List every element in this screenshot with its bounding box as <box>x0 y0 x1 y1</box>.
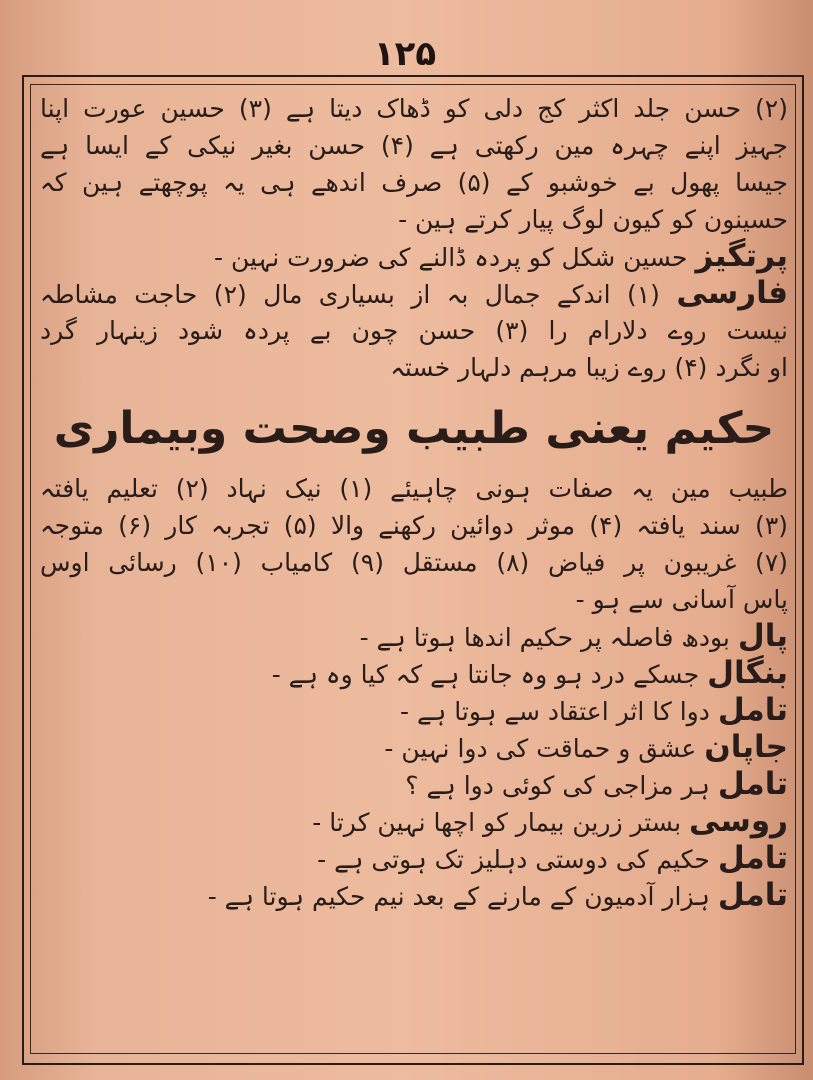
page-content <box>40 90 788 1050</box>
proverb-line <box>40 618 788 655</box>
proverb-text: ہر مزاجی کی کوئی دوا ہے ؟ <box>405 771 710 800</box>
section-heading: حکیم یعنی طبیب وصحت وبیماری <box>53 403 775 454</box>
proverb-text: (۱) اندکے جمال بہ از بسیاری مال (۲) حاجت مشاطہ <box>40 280 660 309</box>
proverb-source: روسی <box>689 803 788 839</box>
page-number: ۱۲۵ <box>373 34 437 74</box>
text-line: نیست روے دلارام را (۳) حسن چون بے پردہ شود زینہار گرد <box>40 316 788 345</box>
proverb-line <box>40 877 788 914</box>
proverb-text: جسکے درد ہو وہ جانتا ہے کہ کیا وہ ہے - <box>271 660 700 689</box>
proverb-line <box>40 840 788 877</box>
proverb-source: پال <box>737 618 788 654</box>
proverb-line <box>40 238 788 275</box>
proverb-text: عشق و حماقت کی دوا نہین - <box>384 734 697 763</box>
proverb-text: حکیم کی دوستی دہلیز تک ہوتی ہے - <box>317 845 710 874</box>
proverb-text: دوا کا اثر اعتقاد سے ہوتا ہے - <box>400 697 710 726</box>
proverb-line <box>40 803 788 840</box>
proverb-source: بنگال <box>707 655 788 691</box>
proverb-text: بستر زرین بیمار کو اچھا نہین کرتا - <box>312 808 682 837</box>
text-line: (۷) غریبون پر فیاض (۸) مستقل (۹) کامیاب (۱۰) رسائی اوس <box>40 548 788 577</box>
proverb-line <box>40 729 788 766</box>
text-line: او نگرد (۴) روے زیبا مرہم دلہار خستہ <box>390 353 788 382</box>
text-line: جہیز اپنے چہرہ مین رکھتی ہے (۴) حسن بغیر نیکی کے ایسا ہے <box>40 131 788 160</box>
proverb-text: ہزار آدمیون کے مارنے کے بعد نیم حکیم ہوتا ہے - <box>207 882 710 911</box>
proverb-source: تامل <box>717 840 788 876</box>
text-line: (۲) حسن جلد اکثر کج دلی کو ڈھاک دیتا ہے (۳) حسین عورت اپنا <box>40 94 788 123</box>
proverb-text: بودھ فاصلہ پر حکیم اندھا ہوتا ہے - <box>359 623 730 652</box>
text-line: پاس آسانی سے ہو - <box>575 585 788 614</box>
proverb-line <box>40 766 788 803</box>
proverb-source: تامل <box>717 766 788 802</box>
proverb-source: تامل <box>717 877 788 913</box>
proverb-line <box>40 655 788 692</box>
proverb-source: تامل <box>717 692 788 728</box>
proverb-source: جاپان <box>704 729 788 765</box>
farsi-line <box>40 275 788 312</box>
text-line: حسینون کو کیون لوگ پیار کرتے ہین - <box>398 205 788 234</box>
text-line: (۳) سند یافتہ (۴) موثر دوائین رکھنے والا (۵) تجربہ کار (۶) متوجہ <box>40 511 788 540</box>
proverb-source: فارسی <box>676 275 788 311</box>
text-line: طبیب مین یہ صفات ہونی چاہیئے (۱) نیک نہاد (۲) تعلیم یافتہ <box>40 474 788 503</box>
text-line: جیسا پھول بے خوشبو کے (۵) صرف اندھے ہی یہ پوچھتے ہین کہ <box>40 168 788 197</box>
proverb-line <box>40 692 788 729</box>
proverb-source: پرتگیز <box>695 238 788 274</box>
proverb-text: حسین شکل کو پردہ ڈالنے کی ضرورت نہین - <box>214 243 688 272</box>
